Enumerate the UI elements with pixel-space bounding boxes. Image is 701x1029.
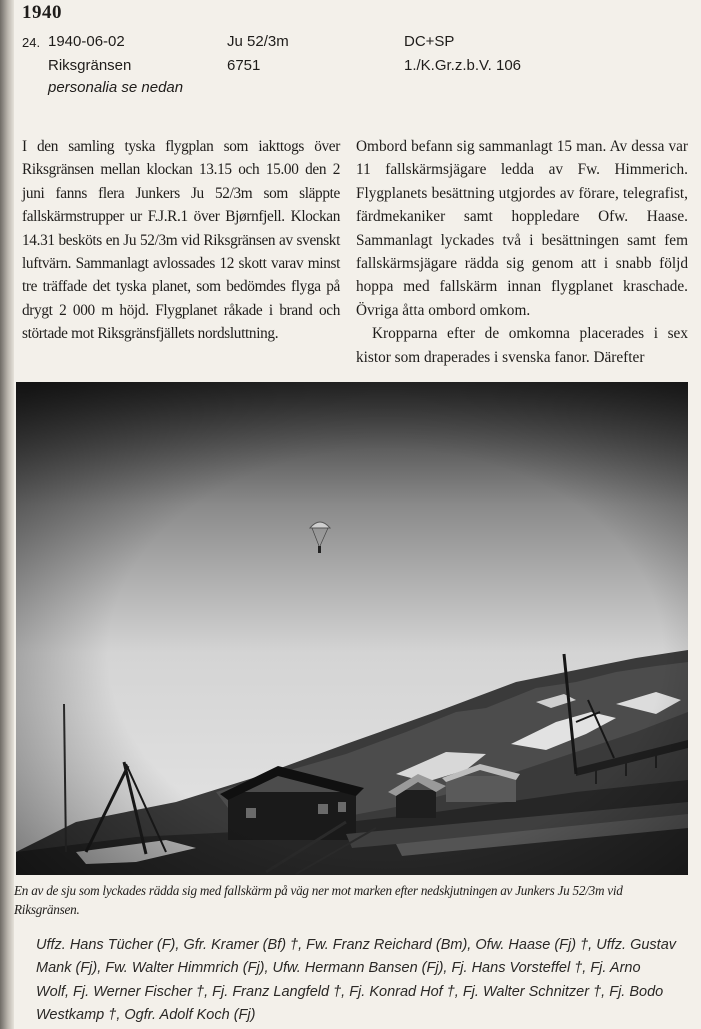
record-note: personalia se nedan — [48, 79, 184, 96]
book-spine-shadow — [0, 0, 14, 1029]
record-unit: 1./K.Gr.z.b.V. 106 — [404, 57, 522, 74]
body-paragraph: Kropparna efter de omkomna placerades i sex kistor som draperades i svenska fanor. Därefter — [356, 325, 688, 366]
body-column-left — [22, 135, 340, 346]
record-number: 24. — [22, 35, 41, 50]
vignette — [16, 382, 688, 875]
body-paragraph: Ombord befann sig sammanlagt 15 man. Av dessa var 11 fallskärmsjägare ledda av Fw. Himmerich. Flygplanets besättning utgjordes av förare, telegrafist, färdmekaniker samt hoppledare Ofw. Haase. Sammanlagt lyckades två i besättningen samt fem fallskärmsjägare rädda sig genom att i snabb följd hoppa med fallskärm innan flygplanet kraschade. Övriga åtta ombord omkom. — [356, 138, 688, 319]
record-werknummer: 6751 — [227, 57, 261, 74]
photo-caption: En av de sju som lyckades rädda sig med fallskärm på väg ner mot marken efter nedskjutningen av Junkers Ju 52/3m vid Riksgränsen. — [14, 883, 623, 917]
record-date: 1940-06-02 — [48, 33, 125, 50]
personnel-list: Uffz. Hans Tücher (F), Gfr. Kramer (Bf) †, Fw. Franz Reichard (Bm), Ofw. Haase (Fj) †, Uffz. Gustav Mank (Fj), Fw. Walter Himmrich (Fj), Ufw. Hermann Bansen (Fj), Fj. Hans Vorsteffel †, Fj. Arno Wolf, Fj. Werner Fischer †, Fj. Franz Langfeld †, Fj. Konrad Hof †, Fj. Walter Schnitzer †, Fj. Bodo Westkamp †, Ogfr. Adolf Koch (Fj) — [36, 937, 677, 1023]
body-paragraph: I den samling tyska flygplan som iakttogs över Riksgränsen mellan klockan 13.15 och 15.00 den 2 juni fanns flera Junkers Ju 52/3m som släppte fallskärmstrupper ur F.J.R.1 över Bjørnfjell. Klockan 14.31 besköts en Ju 52/3m vid Riksgränsen av svenskt luftvärn. Sammanlagt avlossades 12 skott varav minst tre träffade det tyska planet, som bedömdes flyga på drygt 2 000 m höjd. Flygplanet råkade i brand och störtade mot Riksgränsfjällets nordsluttning. — [22, 138, 340, 343]
record-aircraft-type: Ju 52/3m — [227, 33, 289, 50]
body-column-right — [356, 135, 688, 369]
photo-illustration — [16, 382, 688, 875]
page-year-heading: 1940 — [22, 2, 62, 23]
record-code: DC+SP — [404, 33, 455, 50]
record-place: Riksgränsen — [48, 57, 132, 74]
historical-photo — [16, 382, 688, 875]
